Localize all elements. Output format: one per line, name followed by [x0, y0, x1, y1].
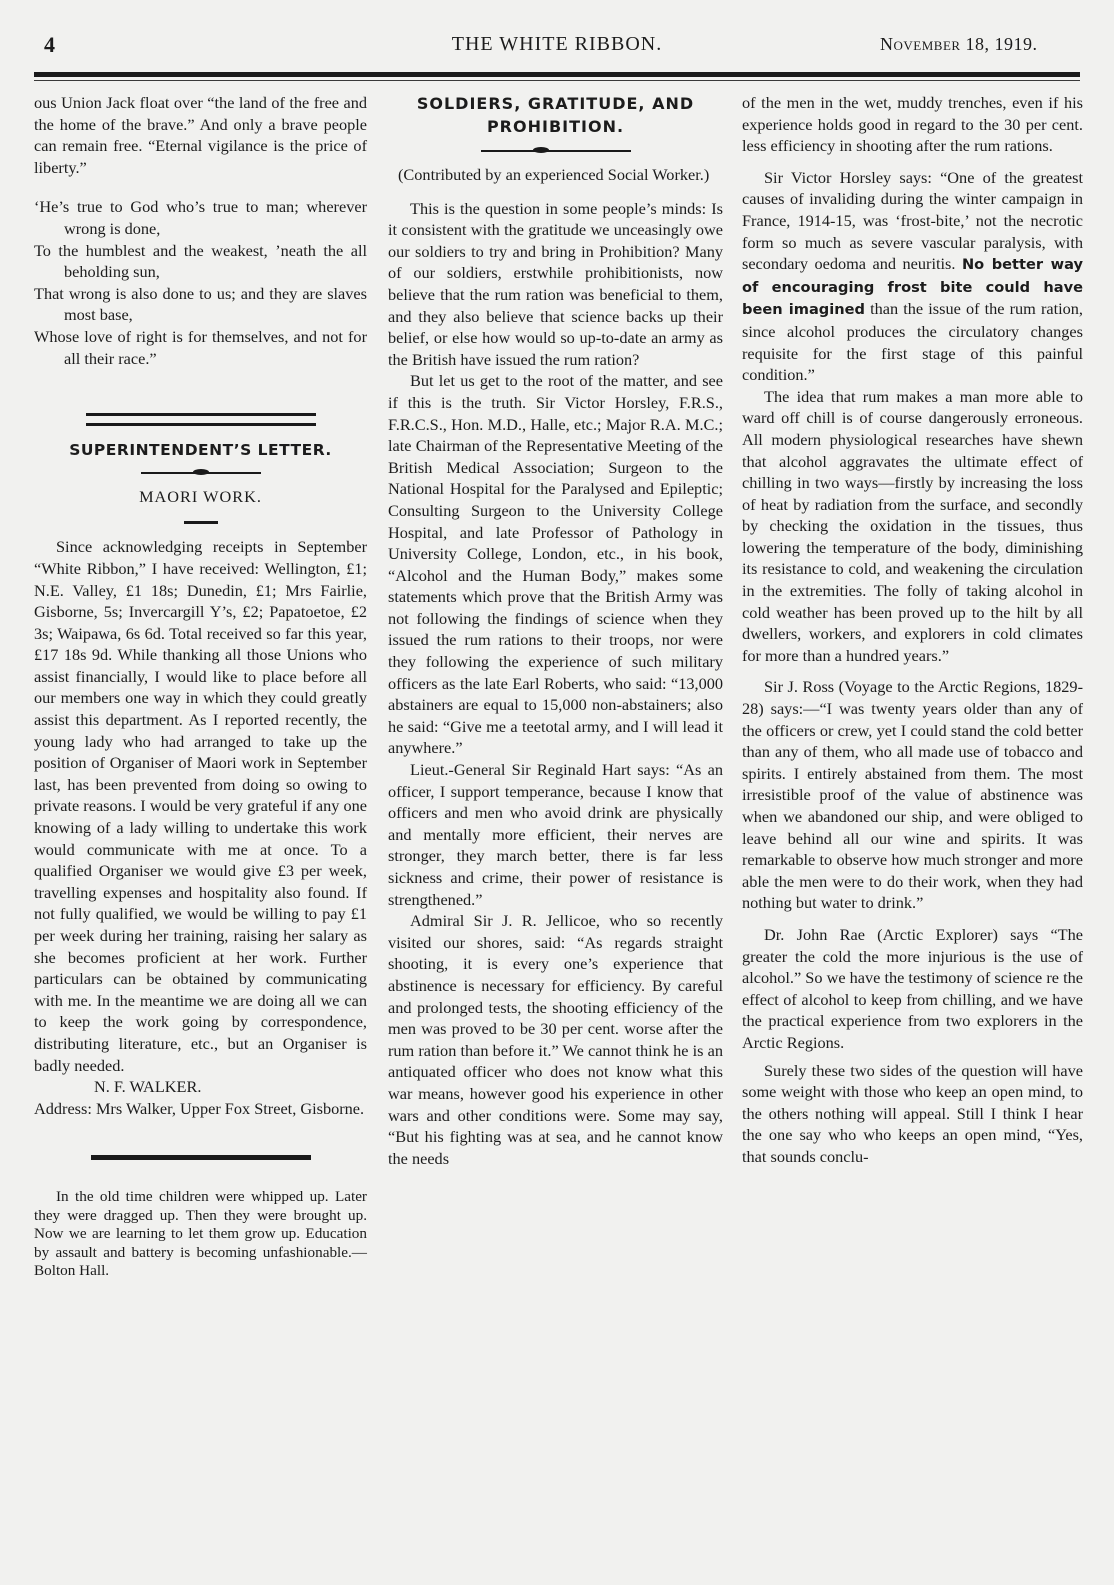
address: Address: Mrs Walker, Upper Fox Street, Gisborne. [34, 1098, 365, 1118]
column-middle [388, 92, 723, 1169]
signature: N. F. WALKER. [94, 1077, 202, 1097]
issue-date: November 18, 1919. [880, 34, 1038, 54]
article-title: SOLDIERS, GRATITUDE, AND PROHIBITION. [416, 94, 695, 136]
letter-body: Since acknowledging receipts in September “White Ribbon,” I have received: Wellington, £1; N.E. Valley, £1 18s; Dunedin, £1; Mrs Fairlie, Gisborne, 5s; Invercargill Y’s, £2; Papatoetoe, £2 3s; Waipawa, 6s 6d. Total received so far this year, £17 18s 9d. While thanking all those Unions who assist financially, I would like to place before all our members one way in which they could greatly assist this department. As I reported recently, the young lady who had arranged to take up the position of Organiser of Maori work in September last, has been prevented from doing so owing to private reasons. I would be very grateful if any one knowing of a lady willing to undertake this work would communicate with me at once. To a qualified Organiser we would give £3 per week, travelling expenses and hospitality also found. If not fully qualified, we would be willing to pay £1 per week during her training, raising her salary as she becomes proficient at her work. Further particulars can be obtained by communicating with me. In the meantime we are doing all we can to keep the work going by correspondence, distributing literature, etc., but an Organiser is badly needed. [34, 537, 367, 1075]
article-paragraph: of the men in the wet, muddy trenches, even if his experience holds good in regard to the 30 per cent. less efficiency in shooting after the rum rations. [742, 93, 1083, 156]
poem-line: ‘He’s true to God who’s true to man; wherever wrong is done, [34, 197, 367, 238]
ornament-divider [141, 468, 261, 478]
poem-line: Whose love of right is for themselves, and not for all their race.” [34, 326, 367, 368]
article-paragraph: This is the question in some people’s minds: Is it consistent with the gratitude we unceasingly owe our soldiers to try and bring in Prohibition? Many of our soldiers, erstwhile prohibitionists, now believe that the rum ration was beneficial to them, and they also believe that science backs up their belief, or else how would so up-to-date an army as the British have issued the rum ration? [388, 198, 723, 369]
column-right [742, 92, 1083, 1168]
article-paragraph: Admiral Sir J. R. Jellicoe, who so recently visited our shores, said: “As regards straight shooting, it is every one’s experience that abstinence is necessary for efficiency. By careful and prolonged tests, the shooting efficiency of the men was proved to be 30 per cent. worse after the rum ration than before it.” We cannot think he is an antiquated officer who does not know what this war means, however good his experience in other wars and other conditions were. Some may say, “But his fighting was at sea, and he cannot know the needs [388, 911, 723, 1168]
section-divider [86, 413, 316, 426]
article-paragraph: Sir J. Ross (Voyage to the Arctic Regions, 1829-28) says:—“I was twenty years older than any of the officers or crew, yet I could stand the cold better than any of them, who all made use of tobacco and spirits. I entirely abstained from them. The most irresistible proof of the value of abstinence was when we abandoned our ship, and were obliged to leave behind all our wine and spirits. It was remarkable to observe how much stronger and more able the men were to do their work, when they had nothing but water to drink.” [742, 677, 1083, 913]
paragraph-text: than the issue of the rum ration, since alcohol produces the circulatory changes requisite for the first stage of this painful condition.” [742, 299, 1084, 385]
poem-line: To the humblest and the weakest, ’neath the all beholding sun, [34, 240, 367, 282]
intro-paragraph: ous Union Jack float over “the land of the free and the home of the brave.” And only a brave people can remain free. “Eternal vigilance is the price of liberty.” [34, 93, 367, 177]
poem [34, 196, 367, 369]
paragraph-text: Sir Victor Horsley says: “One of the greatest causes of invaliding during the winter campaign in France, 1914-15, was ‘frost-bite,’ not the necrotic form so much as severe vascular paralysis, with secondary oedoma and neuritis. [742, 167, 1083, 274]
article-paragraph [742, 167, 1083, 386]
poem-line: That wrong is also done to us; and they are slaves most base, [34, 283, 367, 325]
closing-paragraph: In the old time children were whipped up. Later they were dragged up. Then they were brought up. Now we are learning to let them grow up. Education by assault and battery is becoming unfashionable.—Bolton Hall. [34, 1188, 367, 1279]
letter-subtitle: MAORI WORK. [139, 486, 262, 506]
letter-title: SUPERINTENDENT’S LETTER. [69, 441, 332, 460]
header-rule [34, 72, 1080, 81]
bold-emphasis: No better way of encouraging frost bite could have been imagined [742, 256, 1083, 319]
article-paragraph: The idea that rum makes a man more able to ward off chill is of course dangerously erroneous. All modern physiological researches have shewn that alcohol aggravates the ultimate effect of chilling in two ways—firstly by increasing the loss of heat by radiation from the surface, and secondly by checking the oxidation in the tissues, thus lowering the temperature of the body, diminishing its resistance to cold, and weakening the circulation in the extremities. The folly of taking alcohol in cold weather has been proved up to the hilt by all dwellers, workers, and explorers in cold climates for more than a hundred years.” [742, 386, 1083, 665]
column-left [34, 92, 367, 1280]
article-paragraph: Dr. John Rae (Arctic Explorer) says “The greater the cold the more injurious is the use of alcohol.” So we have the testimony of science re the effect of alcohol to keep from chilling, and we have the practical experience from two explorers in the Arctic Regions. [742, 924, 1083, 1052]
ornament-divider [481, 146, 631, 156]
article-paragraph: Lieut.-General Sir Reginald Hart says: “As an officer, I support temperance, because I know that officers and men who avoid drink are physically and mentally more efficient, their nerves are stronger, they march better, there is far less sickness and crime, their power of resistance is strengthened.” [388, 760, 723, 909]
page-number: 4 [44, 32, 55, 57]
publication-title: THE WHITE RIBBON. [451, 33, 663, 55]
article-paragraph: But let us get to the root of the matter, and see if this is the truth. Sir Victor Horsley, F.R.S., F.R.C.S., Hon. M.D., Halle, etc.; Major R.A. M.C.; late Chairman of the Representative Meeting of the British Medical Association; Surgeon to the National Hospital for the Paralysed and Epileptic; Consulting Surgeon to the University College Hospital, and late Professor of Pathology in University College, London, etc., in his book, “Alcohol and the Human Body,” makes some statements which prove that the British Army was not following the findings of science when they issued the rum rations to their troops, nor were they following the experience of such military officers as the late Earl Roberts, who said: “13,000 abstainers are equal to 15,000 non-abstainers; also he said: “Give me a teetotal army, and I will lead it anywhere.” [388, 371, 723, 758]
article-contributor: (Contributed by an experienced Social Worker.) [398, 165, 710, 184]
article-paragraph: Surely these two sides of the question will have some weight with those who keep an open mind, to the others nothing will appeal. Still I think I hear the one say who who keeps an open mind, “Yes, that sounds conclu- [742, 1060, 1083, 1166]
